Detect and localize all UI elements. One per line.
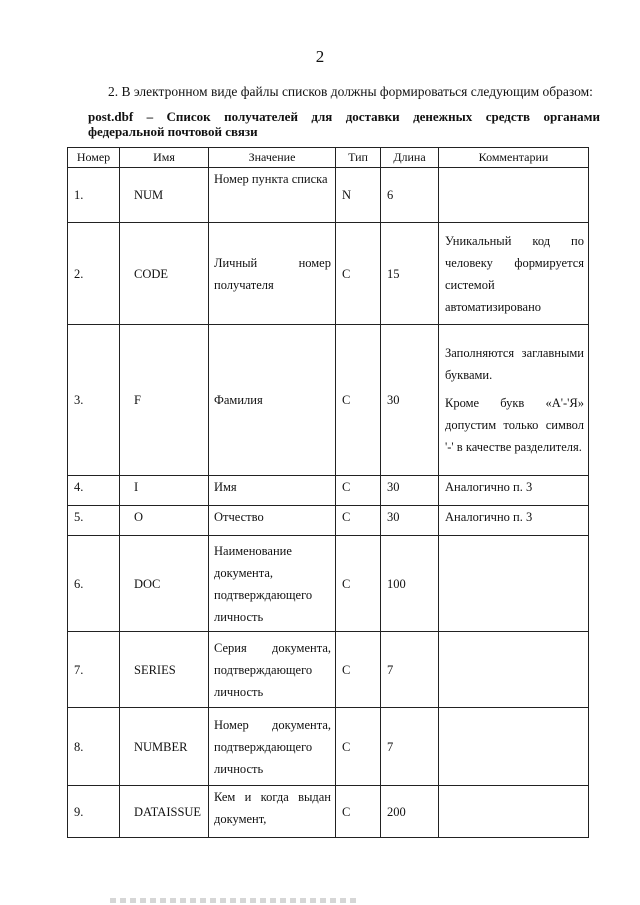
field-name: DOC	[120, 536, 209, 632]
field-name: NUMBER	[120, 708, 209, 786]
table-row	[68, 786, 589, 838]
field-type: C	[336, 536, 381, 632]
field-type: C	[336, 506, 381, 536]
field-name: NUM	[120, 168, 209, 223]
field-length: 7	[381, 632, 439, 708]
heading-line-1	[88, 109, 600, 124]
row-number: 7.	[68, 632, 120, 708]
field-name: CODE	[120, 223, 209, 325]
table-header-row	[68, 148, 589, 168]
heading-word: Список	[166, 109, 211, 124]
field-length: 7	[381, 708, 439, 786]
comment-paragraph: Заполняются заглавными буквами.	[445, 346, 584, 382]
field-value: Серия документа, подтверждающего личность	[209, 632, 336, 708]
field-type: N	[336, 168, 381, 223]
row-number: 1.	[68, 168, 120, 223]
table-body	[68, 168, 589, 838]
field-comments	[439, 708, 589, 786]
field-name: I	[120, 476, 209, 506]
heading-word: –	[146, 109, 154, 124]
field-comments	[439, 325, 589, 476]
field-length: 30	[381, 506, 439, 536]
comment-paragraph: Уникальный код по человеку формируется системой автоматизировано	[445, 233, 584, 314]
field-type: C	[336, 223, 381, 325]
field-length: 200	[381, 786, 439, 838]
heading-word: денежных	[413, 109, 473, 124]
header-value: Значение	[209, 148, 336, 168]
field-value: Номер документа, подтверждающего личность	[209, 708, 336, 786]
table-row	[68, 223, 589, 325]
row-number: 2.	[68, 223, 120, 325]
table-row	[68, 708, 589, 786]
field-comments	[439, 223, 589, 325]
header-number: Номер	[68, 148, 120, 168]
row-number: 8.	[68, 708, 120, 786]
field-value: Личный номер получателя	[209, 223, 336, 325]
heading-word: получателей	[224, 109, 298, 124]
field-comments	[439, 506, 589, 536]
heading-line-2: федеральной почтовой связи	[88, 124, 258, 139]
field-comments	[439, 476, 589, 506]
field-comments	[439, 168, 589, 223]
file-heading	[88, 109, 600, 139]
row-number: 3.	[68, 325, 120, 476]
field-type: C	[336, 632, 381, 708]
heading-word: средств	[485, 109, 531, 124]
header-comments: Комментарии	[439, 148, 589, 168]
scan-artifact	[110, 898, 360, 903]
field-name: SERIES	[120, 632, 209, 708]
table-row	[68, 632, 589, 708]
header-name: Имя	[120, 148, 209, 168]
field-comments	[439, 632, 589, 708]
field-length: 30	[381, 325, 439, 476]
field-value: Кем и когда выдан документ,	[209, 786, 336, 838]
row-number: 6.	[68, 536, 120, 632]
field-comments	[439, 536, 589, 632]
intro-paragraph: 2. В электронном виде файлы списков должны формироваться следующим образом:	[108, 84, 593, 99]
table-row	[68, 506, 589, 536]
table-row	[68, 476, 589, 506]
row-number: 4.	[68, 476, 120, 506]
field-value: Отчество	[209, 506, 336, 536]
field-value: Фамилия	[209, 325, 336, 476]
table-row	[68, 325, 589, 476]
comment-paragraph: Кроме букв «А'-'Я» допустим только символ '-' в качестве разделителя.	[445, 396, 584, 454]
table-row	[68, 168, 589, 223]
row-number: 5.	[68, 506, 120, 536]
record-fields-table	[67, 147, 589, 838]
header-type: Тип	[336, 148, 381, 168]
field-name: DATAISSUE	[120, 786, 209, 838]
page-number: 2	[315, 47, 325, 66]
field-comments	[439, 786, 589, 838]
field-length: 6	[381, 168, 439, 223]
field-value: Имя	[209, 476, 336, 506]
field-length: 100	[381, 536, 439, 632]
field-type: C	[336, 786, 381, 838]
field-name: O	[120, 506, 209, 536]
heading-word: органами	[543, 109, 600, 124]
field-type: C	[336, 708, 381, 786]
field-value: Наименование документа, подтверждающего личность	[209, 536, 336, 632]
field-name: F	[120, 325, 209, 476]
field-value: Номер пункта списка	[209, 168, 336, 223]
comment-paragraph: Аналогично п. 3	[445, 510, 533, 524]
field-length: 30	[381, 476, 439, 506]
field-length: 15	[381, 223, 439, 325]
heading-word: post.dbf	[88, 109, 134, 124]
table-row	[68, 536, 589, 632]
field-type: C	[336, 325, 381, 476]
field-type: C	[336, 476, 381, 506]
comment-paragraph: Аналогично п. 3	[445, 480, 533, 494]
row-number: 9.	[68, 786, 120, 838]
header-length: Длина	[381, 148, 439, 168]
heading-word: доставки	[345, 109, 400, 124]
heading-word: для	[311, 109, 333, 124]
